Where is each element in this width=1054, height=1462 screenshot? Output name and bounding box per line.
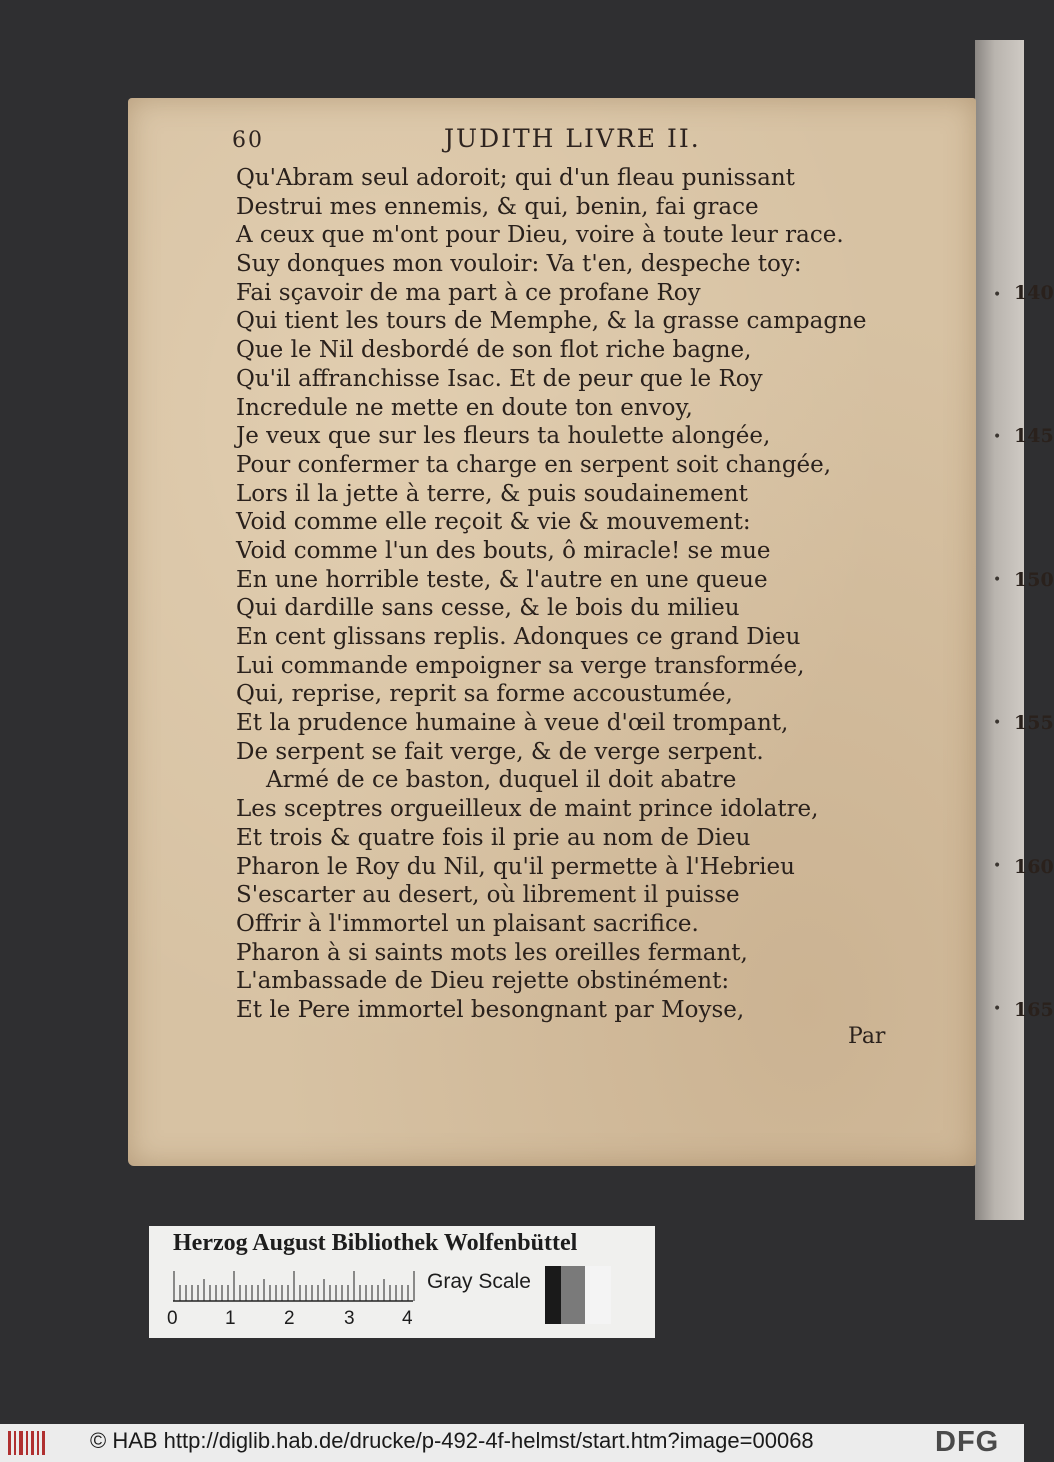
swatch-black	[545, 1266, 561, 1324]
verse-line	[236, 795, 956, 824]
verse-text: Incredule ne mette en doute ton envoy,	[236, 394, 693, 421]
color-scale-card	[149, 1226, 655, 1338]
verse-text: Offrir à l'immortel un plaisant sacrifice.	[236, 910, 699, 937]
source-url[interactable]: © HAB http://diglib.hab.de/drucke/p-492-4f-helmst/start.htm?image=00068	[90, 1428, 814, 1453]
verse-line	[236, 451, 956, 480]
verse-text: Je veux que sur les fleurs ta houlette alongée,	[236, 423, 771, 450]
ruler-scale	[173, 1268, 413, 1302]
verse-line	[236, 680, 956, 709]
verse-text: Pharon à si saints mots les oreilles fermant,	[236, 939, 748, 966]
verse-text: Qu'Abram seul adoroit; qui d'un fleau punissant	[236, 165, 795, 191]
swatch-white	[585, 1266, 611, 1324]
verse-line	[236, 537, 956, 566]
verse-text: Void comme l'un des bouts, ô miracle! se mue	[236, 537, 771, 564]
grayscale-swatches	[545, 1266, 611, 1324]
line-number: 140	[1014, 281, 1054, 304]
verse-text: Et la prudence humaine à veue d'œil trompant,	[236, 710, 789, 737]
swatch-gray	[561, 1266, 585, 1324]
grayscale-label: Gray Scale	[427, 1270, 531, 1293]
scale-label: 2	[284, 1308, 295, 1329]
scale-label: 1	[225, 1308, 236, 1329]
verse-line	[236, 250, 956, 279]
edge-mark: •	[993, 429, 1002, 445]
verse-text: Qui tient les tours de Memphe, & la grasse campagne	[236, 308, 867, 335]
verse-line	[236, 939, 956, 968]
edge-mark: •	[993, 858, 1002, 874]
verse-text: Et le Pere immortel besongnant par Moyse,	[236, 996, 745, 1023]
verse-line	[236, 967, 956, 996]
book-page	[128, 98, 1054, 1166]
verse-line	[236, 566, 1054, 595]
verse-lines	[236, 164, 1054, 1025]
verse-text: Suy donques mon vouloir: Va t'en, despeche toy:	[236, 251, 802, 278]
line-number: 145	[1014, 425, 1054, 448]
verse-line	[236, 652, 956, 681]
verse-text: A ceux que m'ont pour Dieu, voire à toute leur race.	[236, 222, 844, 249]
verse-line	[236, 766, 956, 795]
verse-text: De serpent se fait verge, & de verge serpent.	[236, 738, 764, 765]
verse-text: Void comme elle reçoit & vie & mouvement:	[236, 509, 751, 536]
verse-text: En cent glissans replis. Adonques ce grand Dieu	[236, 624, 801, 650]
verse-text: S'escarter au desert, où librement il puisse	[236, 882, 740, 909]
verse-line	[236, 193, 956, 222]
verse-text: Qui dardille sans cesse, & le bois du milieu	[236, 595, 740, 622]
verse-text: Lui commande empoigner sa verge transformée,	[236, 652, 805, 679]
adjacent-page-edge	[975, 40, 1024, 1220]
verse-line	[236, 336, 956, 365]
verse-line	[236, 853, 1054, 882]
verse-line	[236, 164, 956, 193]
line-number: 155	[1014, 712, 1054, 735]
verse-text: Pour confermer ta charge en serpent soit changée,	[236, 451, 832, 478]
verse-line	[236, 221, 956, 250]
verse-text: Et trois & quatre fois il prie au nom de Dieu	[236, 824, 751, 851]
scale-label: 0	[167, 1308, 178, 1329]
verse-text: Armé de ce baston, duquel il doit abatre	[266, 767, 737, 794]
barcode-icon	[6, 1428, 48, 1458]
verse-text: Lors il la jette à terre, & puis soudainement	[236, 480, 748, 507]
verse-text: En une horrible teste, & l'autre en une queue	[236, 566, 768, 593]
verse-line	[236, 279, 1054, 308]
verse-line	[236, 480, 956, 509]
scale-label: 3	[344, 1308, 355, 1329]
verse-line	[236, 508, 956, 537]
institution-name: Herzog August Bibliothek Wolfenbüttel	[173, 1230, 578, 1256]
verse-line	[236, 594, 956, 623]
verse-text: Qui, reprise, reprit sa forme accoustumée,	[236, 681, 733, 708]
edge-mark: •	[993, 715, 1002, 731]
verse-text: L'ambassade de Dieu rejette obstinément:	[236, 968, 730, 995]
edge-mark: •	[993, 287, 1002, 303]
verse-line	[236, 422, 1054, 451]
scale-label: 4	[402, 1308, 413, 1329]
verse-line	[236, 307, 956, 336]
verse-text: Fai sçavoir de ma part à ce profane Roy	[236, 279, 701, 306]
running-head	[128, 124, 976, 160]
verse-text: Que le Nil desbordé de son flot riche bagne,	[236, 337, 752, 364]
verse-text: Qu'il affranchisse Isac. Et de peur que le Roy	[236, 365, 763, 392]
catchword: Par	[848, 1024, 886, 1049]
verse-line	[236, 996, 1054, 1025]
verse-line	[236, 394, 956, 423]
verse-line	[236, 824, 956, 853]
verse-line	[236, 910, 956, 939]
verse-text: Destrui mes ennemis, & qui, benin, fai grace	[236, 193, 759, 220]
verse-line	[236, 709, 1054, 738]
verse-line	[236, 623, 956, 652]
page-number: 60	[232, 128, 264, 153]
running-title: JUDITH LIVRE II.	[444, 124, 701, 153]
dfg-logo: DFG	[935, 1426, 1000, 1458]
edge-mark: •	[993, 572, 1002, 588]
verse-text: Pharon le Roy du Nil, qu'il permette à l'Hebrieu	[236, 853, 795, 880]
edge-mark: •	[993, 1001, 1002, 1017]
line-number: 160	[1014, 855, 1054, 878]
line-number: 165	[1014, 998, 1054, 1021]
verse-line	[236, 738, 956, 767]
line-number: 150	[1014, 568, 1054, 591]
verse-text: Les sceptres orgueilleux de maint prince idolatre,	[236, 796, 819, 823]
verse-line	[236, 881, 956, 910]
footer-bar	[0, 1424, 1024, 1462]
verse-line	[236, 365, 956, 394]
